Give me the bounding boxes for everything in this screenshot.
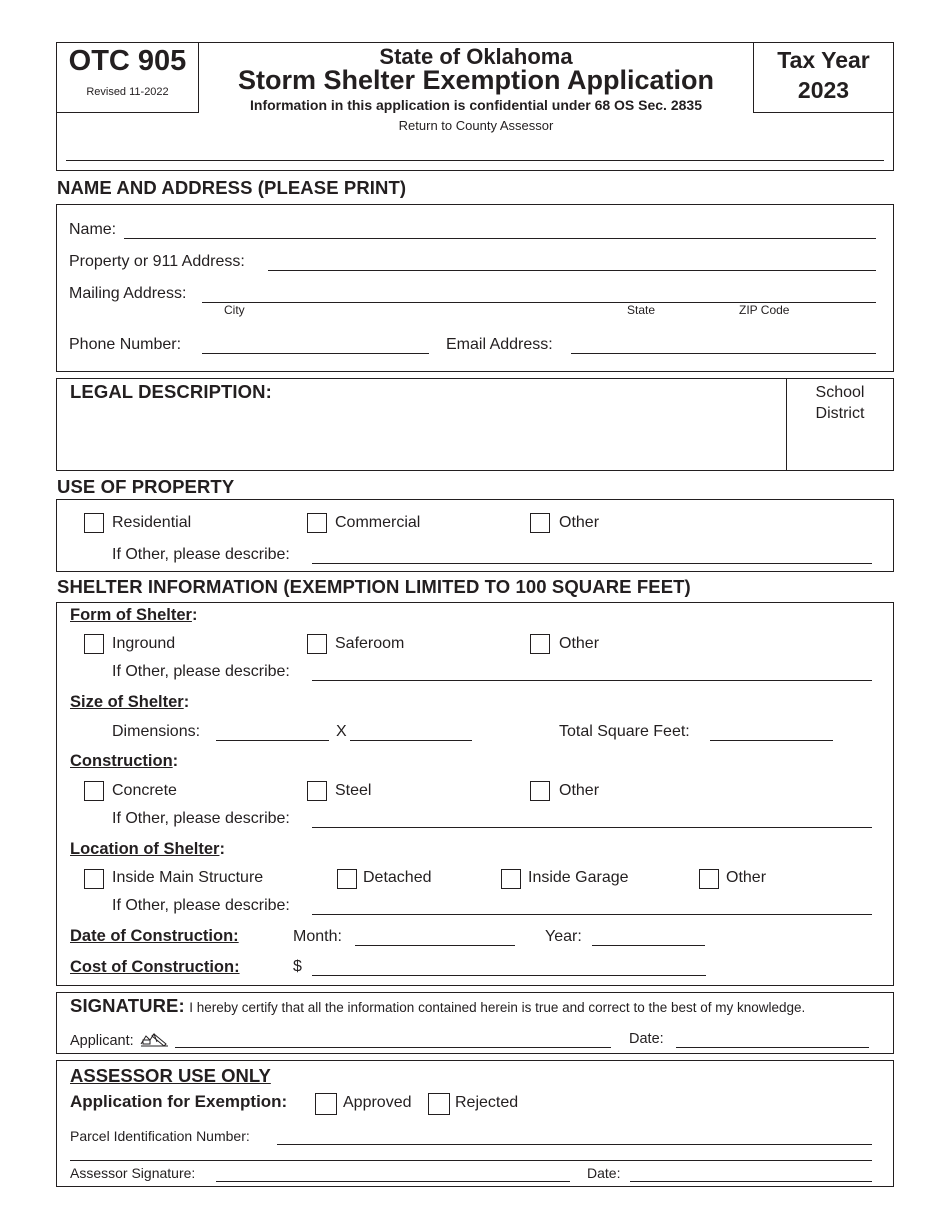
school-district-label-2: District bbox=[815, 405, 865, 422]
location-other-label: Other bbox=[726, 869, 767, 886]
cost-field[interactable] bbox=[312, 975, 706, 976]
parcel-id-field[interactable] bbox=[277, 1144, 872, 1145]
construction-other-describe-label: If Other, please describe: bbox=[112, 810, 290, 827]
rejected-label: Rejected bbox=[455, 1094, 519, 1111]
name-address-heading: NAME AND ADDRESS (PLEASE PRINT) bbox=[57, 177, 407, 198]
inside-main-structure-checkbox[interactable] bbox=[84, 869, 104, 889]
property-address-field[interactable] bbox=[268, 270, 876, 271]
dimension-width-field[interactable] bbox=[216, 740, 329, 741]
assessor-signature-label: Assessor Signature: bbox=[70, 1165, 196, 1181]
inground-label: Inground bbox=[112, 635, 176, 652]
concrete-label: Concrete bbox=[112, 782, 177, 799]
phone-field[interactable] bbox=[202, 353, 429, 354]
month-label: Month: bbox=[293, 928, 342, 945]
rejected-checkbox[interactable] bbox=[428, 1093, 450, 1115]
tax-year-value: 2023 bbox=[797, 77, 850, 103]
state-caption: State bbox=[627, 303, 656, 317]
signature-heading: SIGNATURE: bbox=[70, 995, 185, 1016]
form-of-shelter-title: Form of Shelter bbox=[70, 606, 192, 624]
phone-label: Phone Number: bbox=[69, 336, 182, 353]
size-of-shelter-title: Size of Shelter bbox=[70, 693, 184, 711]
commercial-label: Commercial bbox=[335, 514, 421, 531]
applicant-label: Applicant: bbox=[70, 1033, 134, 1049]
concrete-checkbox[interactable] bbox=[84, 781, 104, 801]
return-note: Return to County Assessor bbox=[398, 118, 554, 133]
construction-other-checkbox[interactable] bbox=[530, 781, 550, 801]
form-of-shelter-colon: : bbox=[191, 606, 198, 624]
use-other-describe-field[interactable] bbox=[312, 563, 872, 564]
form-other-checkbox[interactable] bbox=[530, 634, 550, 654]
date-of-construction-heading: Date of Construction: bbox=[70, 927, 239, 945]
construction-other-label: Other bbox=[559, 782, 600, 799]
application-for-exemption-label: Application for Exemption: bbox=[70, 1092, 288, 1111]
email-field[interactable] bbox=[571, 353, 876, 354]
location-title: Location of Shelter bbox=[70, 840, 220, 858]
month-field[interactable] bbox=[355, 945, 515, 946]
size-of-shelter-heading bbox=[70, 693, 189, 712]
revised-date: Revised 11-2022 bbox=[86, 86, 169, 98]
confidential-note: Information in this application is confidential under 68 OS Sec. 2835 bbox=[250, 97, 702, 113]
signature-date-label: Date: bbox=[629, 1031, 664, 1047]
use-other-label: Other bbox=[559, 514, 600, 531]
location-heading bbox=[70, 840, 225, 859]
dimension-length-field[interactable] bbox=[350, 740, 472, 741]
shelter-info-heading: SHELTER INFORMATION (EXEMPTION LIMITED TO 100 SQUARE FEET) bbox=[57, 576, 691, 597]
residential-label: Residential bbox=[112, 514, 192, 531]
city-caption: City bbox=[224, 303, 245, 317]
construction-colon: : bbox=[172, 752, 179, 770]
form-other-describe-field[interactable] bbox=[312, 680, 872, 681]
signature-date-field[interactable] bbox=[676, 1047, 869, 1048]
dimensions-label: Dimensions: bbox=[112, 723, 201, 740]
tax-year-label: Tax Year bbox=[777, 47, 870, 73]
year-label: Year: bbox=[545, 928, 582, 945]
use-of-property-heading: USE OF PROPERTY bbox=[57, 476, 235, 497]
use-other-checkbox[interactable] bbox=[530, 513, 550, 533]
assessor-heading: ASSESSOR USE ONLY bbox=[70, 1065, 271, 1086]
inside-main-structure-label: Inside Main Structure bbox=[112, 869, 264, 886]
detached-checkbox[interactable] bbox=[337, 869, 357, 889]
dimensions-x: X bbox=[336, 723, 347, 740]
location-other-describe-field[interactable] bbox=[312, 914, 872, 915]
form-other-label: Other bbox=[559, 635, 600, 652]
detached-label: Detached bbox=[363, 869, 432, 886]
zip-caption: ZIP Code bbox=[739, 303, 790, 317]
assessor-date-label: Date: bbox=[587, 1165, 621, 1181]
year-field[interactable] bbox=[592, 945, 705, 946]
use-other-describe-label: If Other, please describe: bbox=[112, 546, 290, 563]
legal-description-heading: LEGAL DESCRIPTION: bbox=[70, 381, 272, 402]
steel-checkbox[interactable] bbox=[307, 781, 327, 801]
construction-other-describe-field[interactable] bbox=[312, 827, 872, 828]
residential-checkbox[interactable] bbox=[84, 513, 104, 533]
location-other-describe-label: If Other, please describe: bbox=[112, 897, 290, 914]
parcel-id-label: Parcel Identification Number: bbox=[70, 1128, 250, 1144]
form-other-describe-label: If Other, please describe: bbox=[112, 663, 290, 680]
pen-icon bbox=[140, 1030, 170, 1053]
form-number: OTC 905 bbox=[68, 45, 187, 77]
form-title: Storm Shelter Exemption Application bbox=[237, 65, 715, 95]
state-title: State of Oklahoma bbox=[379, 44, 573, 69]
total-sqft-label: Total Square Feet: bbox=[559, 723, 690, 740]
header-fill-line[interactable] bbox=[66, 160, 884, 161]
saferoom-label: Saferoom bbox=[335, 635, 405, 652]
name-label: Name: bbox=[69, 221, 117, 238]
assessor-date-field[interactable] bbox=[630, 1181, 872, 1182]
commercial-checkbox[interactable] bbox=[307, 513, 327, 533]
dollar-sign: $ bbox=[293, 958, 302, 975]
total-sqft-field[interactable] bbox=[710, 740, 833, 741]
inside-garage-label: Inside Garage bbox=[528, 869, 629, 886]
steel-label: Steel bbox=[335, 782, 372, 799]
assessor-extra-line[interactable] bbox=[70, 1160, 872, 1161]
applicant-row bbox=[70, 1030, 170, 1053]
signature-row bbox=[70, 995, 892, 1017]
form-of-shelter-heading bbox=[70, 606, 197, 625]
applicant-signature-field[interactable] bbox=[175, 1047, 611, 1048]
approved-label: Approved bbox=[343, 1094, 412, 1111]
inside-garage-checkbox[interactable] bbox=[501, 869, 521, 889]
property-address-label: Property or 911 Address: bbox=[69, 253, 245, 270]
construction-heading bbox=[70, 752, 178, 771]
cost-of-construction-heading: Cost of Construction: bbox=[70, 958, 240, 976]
mailing-address-label: Mailing Address: bbox=[69, 285, 187, 302]
school-district-label-1: School bbox=[815, 384, 865, 401]
location-colon: : bbox=[219, 840, 225, 858]
location-other-checkbox[interactable] bbox=[699, 869, 719, 889]
certify-statement: I hereby certify that all the information contained herein is true and correct to the best of my knowledge. bbox=[189, 1000, 806, 1015]
inground-checkbox[interactable] bbox=[84, 634, 104, 654]
name-field[interactable] bbox=[124, 238, 876, 239]
saferoom-checkbox[interactable] bbox=[307, 634, 327, 654]
assessor-signature-field[interactable] bbox=[216, 1181, 570, 1182]
size-of-shelter-colon: : bbox=[183, 693, 190, 711]
email-label: Email Address: bbox=[446, 336, 553, 353]
approved-checkbox[interactable] bbox=[315, 1093, 337, 1115]
construction-title: Construction bbox=[70, 752, 173, 770]
